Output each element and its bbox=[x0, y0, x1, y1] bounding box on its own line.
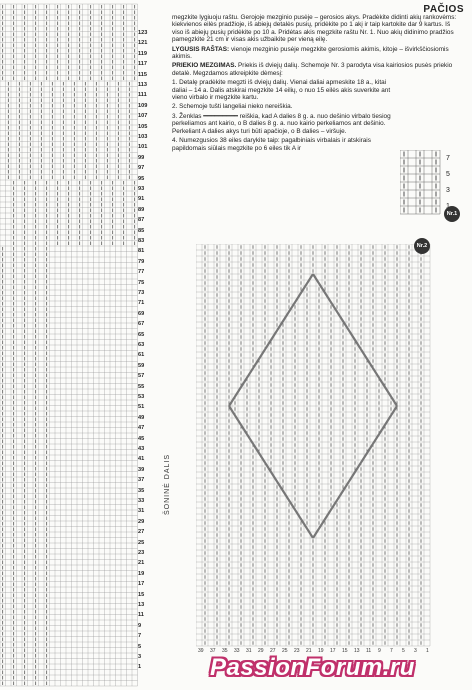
row-number: 49 bbox=[138, 414, 145, 421]
row-number: 37 bbox=[138, 477, 145, 484]
column-number: 39 bbox=[198, 648, 204, 654]
column-number: 29 bbox=[258, 648, 264, 654]
row-number: 5 bbox=[138, 643, 142, 650]
row-number: 69 bbox=[138, 310, 145, 317]
small-chart-row-number: 3 bbox=[446, 187, 450, 194]
column-number: 1 bbox=[426, 648, 429, 654]
small-chart-row-number: 5 bbox=[446, 171, 450, 178]
row-number: 25 bbox=[138, 539, 145, 546]
row-number: 47 bbox=[138, 425, 145, 432]
row-number: 67 bbox=[138, 321, 145, 328]
row-number: 77 bbox=[138, 269, 145, 276]
column-number: 21 bbox=[306, 648, 312, 654]
front-body: Priekis iš dviejų dalių. Schemoje Nr. 3 parodyta visa kairiosios pusės priekio detalė. Megzdamos atkreipkite dėmesį: bbox=[172, 62, 453, 77]
plain-stitch-title: LYGUSIS RAŠTAS: bbox=[172, 45, 230, 53]
plain-stitch-body: vienoje mezginio pusėje megzkite gerosiomis akimis, kitoje – išvirkščiosiomis akimis. bbox=[172, 45, 449, 61]
row-number: 81 bbox=[138, 248, 145, 255]
column-number: 31 bbox=[246, 648, 252, 654]
row-number: 115 bbox=[138, 71, 148, 78]
row-number: 101 bbox=[138, 144, 148, 151]
row-number: 121 bbox=[138, 40, 148, 47]
column-number: 19 bbox=[318, 648, 324, 654]
row-number: 21 bbox=[138, 560, 145, 567]
main-chart-nr2 bbox=[196, 244, 434, 648]
row-number: 45 bbox=[138, 435, 145, 442]
row-number: 63 bbox=[138, 342, 145, 348]
column-number: 3 bbox=[414, 648, 417, 654]
plain-stitch-paragraph bbox=[172, 46, 462, 61]
row-number: 97 bbox=[138, 165, 145, 172]
row-number: 89 bbox=[138, 206, 145, 213]
intro-paragraph: megzkite lygiuoju raštu. Gerojoje mezginio pusėje – gerosios akys. Pradėkite didinti akių rankovėms: kiekvienos eilės pradžioje, iš abiejų detalės pusių, pridėkite po 1 akį ir taip kartokite dar 9 kartus. Iš viso iš abiejų pusių pridėkite po 10 a. Pridėtas akis megzkite raštu Nr. 1. Nuo akių didinimo pradžios pamegzkite 21 cm ir visas akis užbaikite per vieną eilę. bbox=[172, 14, 457, 44]
row-number: 123 bbox=[138, 30, 148, 36]
row-number: 105 bbox=[138, 123, 148, 130]
row-number: 103 bbox=[138, 134, 148, 140]
row-number: 19 bbox=[138, 570, 145, 577]
row-number: 107 bbox=[138, 113, 148, 120]
row-number: 119 bbox=[138, 50, 148, 57]
column-number: 5 bbox=[402, 648, 405, 654]
row-number: 1 bbox=[138, 664, 142, 671]
row-number: 85 bbox=[138, 227, 145, 234]
row-number: 117 bbox=[138, 61, 148, 68]
front-title: PRIEKIO MEZGIMAS. bbox=[172, 62, 237, 70]
row-number: 109 bbox=[138, 102, 148, 109]
left-chart-row-numbers bbox=[138, 0, 170, 690]
row-number: 31 bbox=[138, 508, 145, 515]
row-number: 17 bbox=[138, 581, 145, 588]
row-number: 43 bbox=[138, 446, 145, 452]
side-part-label: ŠONINĖ DALIS bbox=[164, 453, 171, 515]
row-number: 87 bbox=[138, 217, 145, 224]
row-number: 23 bbox=[138, 550, 145, 556]
row-number: 59 bbox=[138, 362, 145, 369]
row-number: 13 bbox=[138, 602, 145, 608]
column-number: 37 bbox=[210, 648, 216, 654]
row-number: 73 bbox=[138, 290, 145, 296]
column-number: 17 bbox=[330, 648, 336, 654]
row-number: 35 bbox=[138, 487, 145, 494]
column-number: 25 bbox=[282, 648, 288, 654]
column-number: 9 bbox=[378, 648, 381, 654]
row-number: 83 bbox=[138, 238, 145, 244]
small-chart-row-number: 7 bbox=[446, 155, 450, 162]
row-number: 113 bbox=[138, 82, 148, 88]
column-number: 13 bbox=[354, 648, 360, 654]
chart-nr1-badge: Nr.1 bbox=[444, 206, 460, 222]
row-number: 3 bbox=[138, 654, 142, 660]
row-number: 111 bbox=[138, 92, 147, 99]
row-number: 41 bbox=[138, 456, 145, 463]
row-number: 79 bbox=[138, 258, 145, 265]
row-number: 93 bbox=[138, 186, 145, 192]
row-number: 55 bbox=[138, 383, 145, 390]
row-number: 53 bbox=[138, 394, 145, 400]
front-paragraph bbox=[172, 62, 462, 77]
row-number: 27 bbox=[138, 529, 145, 536]
chart-nr2-badge: Nr.2 bbox=[414, 238, 430, 254]
row-number: 11 bbox=[138, 612, 144, 619]
row-number: 39 bbox=[138, 466, 145, 473]
row-number: 95 bbox=[138, 175, 145, 182]
step-4: 4. Numezgusios 38 eiles darykite taip: pagalbiniais virbalais ir atskirais papildomais siūlais megzkite po 6 eiles tik A ir bbox=[172, 137, 371, 152]
row-number: 29 bbox=[138, 518, 145, 525]
step-3: 3. Ženklas ━━━━━━━━━ reiškia, kad A dalies 8 g. a. nuo dešinio virbalo tiesiog perkeliamos ant kairio, o B dalies 8 g. a. nuo kairio perkeliamos ant dešinio. Perkeliant A dalies akys turi būti apačioje, o B dalies – viršuje. bbox=[172, 112, 391, 135]
step-1: 1. Detalę pradėkite megzti iš dviejų dalių. Vienai daliai apmeskite 18 a., kitai daliai – 14 a. Dalis atskirai megzkite 14 eilių, o nuo 15 eilės akis suverkite ant vieno virbalo ir megzkite kartu. bbox=[172, 79, 391, 102]
column-number: 27 bbox=[270, 648, 276, 654]
row-number: 57 bbox=[138, 373, 145, 380]
row-number: 7 bbox=[138, 633, 142, 640]
column-number: 7 bbox=[390, 648, 393, 654]
row-number: 15 bbox=[138, 591, 145, 598]
row-number: 99 bbox=[138, 154, 145, 161]
side-part-label-wrap bbox=[150, 430, 170, 530]
row-number: 9 bbox=[138, 622, 142, 629]
instructions-text bbox=[172, 14, 462, 154]
row-number: 65 bbox=[138, 331, 145, 338]
row-number: 91 bbox=[138, 196, 145, 203]
column-number: 15 bbox=[342, 648, 348, 654]
site-watermark: PassionForum.ru bbox=[210, 654, 415, 681]
row-number: 61 bbox=[138, 352, 145, 359]
row-number: 51 bbox=[138, 404, 145, 411]
magazine-brand: PAČIOS bbox=[423, 4, 464, 15]
column-number: 33 bbox=[234, 648, 240, 654]
row-number: 75 bbox=[138, 279, 145, 286]
row-number: 71 bbox=[138, 300, 145, 307]
step-2: 2. Schemoje tušti langeliai nieko nereiškia. bbox=[172, 103, 293, 111]
column-number: 35 bbox=[222, 648, 228, 654]
column-number: 11 bbox=[366, 648, 372, 654]
row-number: 33 bbox=[138, 498, 145, 504]
column-number: 23 bbox=[294, 648, 300, 654]
